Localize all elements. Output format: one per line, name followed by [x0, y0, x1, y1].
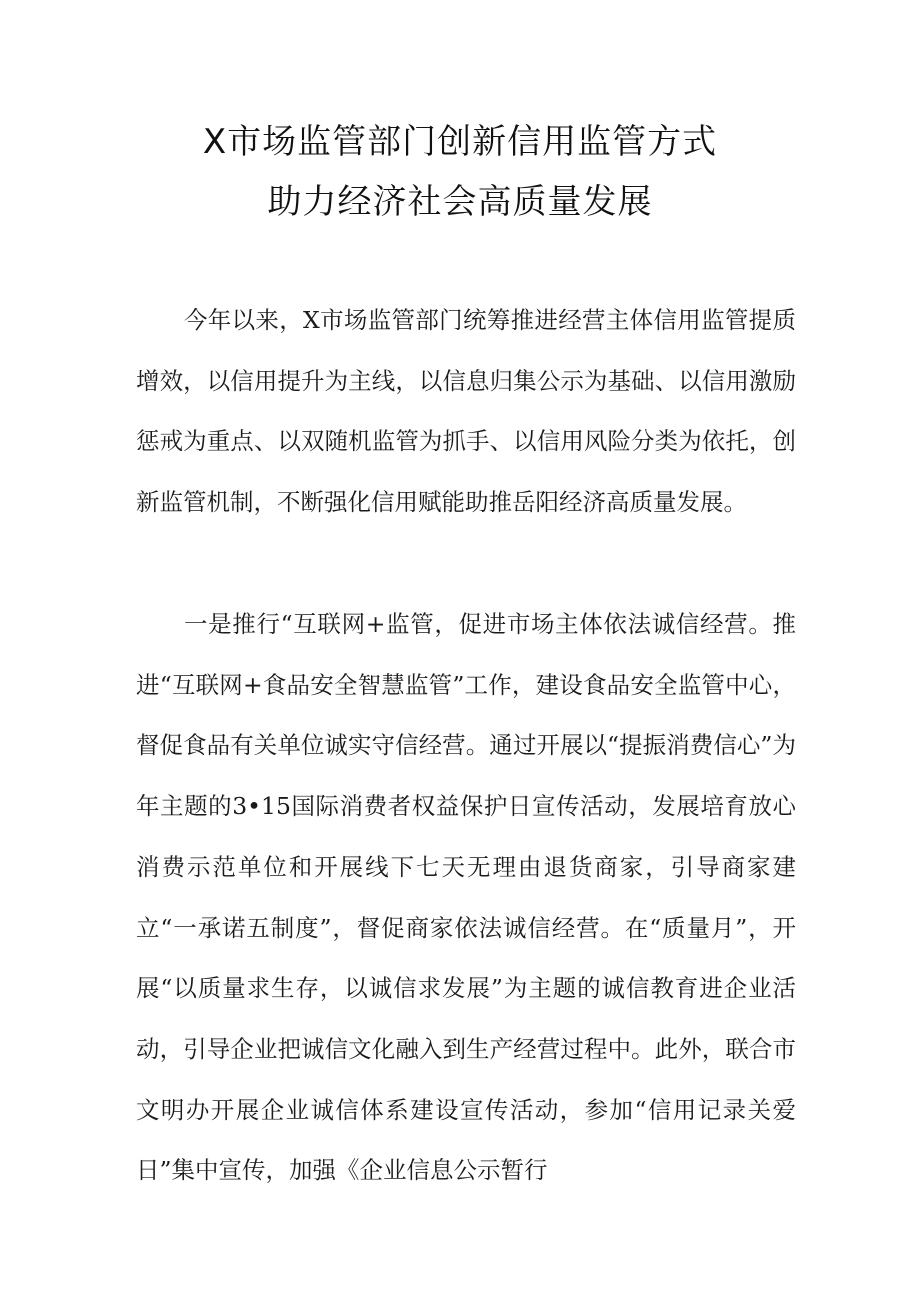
document-title-line-2: 助力经济社会高质量发展 — [267, 182, 653, 222]
body-paragraph-intro: 今年以来，X市场监管部门统筹推进经营主体信用监管提质增效，以信用提升为主线，以信息归集公示为基础、以信用激励惩戒为重点、以双随机监管为抓手、以信用风险分类为依托，创新监管机制，不断强化信用赋能助推岳阳经济高质量发展。 — [136, 306, 796, 517]
document-title-line-1: X市场监管部门创新信用监管方式 — [202, 122, 718, 162]
body-paragraph-section-1: 一是推行“互联网+监管，促进市场主体依法诚信经营。推进“互联网+食品安全智慧监管”工作，建设食品安全监管中心，督促食品有关单位诚实守信经营。通过开展以“提振消费信心”为年主题的3•15国际消费者权益保护日宣传活动，发展培育放心消费示范单位和开展线下七天无理由退货商家，引导商家建立“一承诺五制度”，督促商家依法诚信经营。在“质量月”，开展“以质量求生存，以诚信求发展”为主题的诚信教育进企业活动，引导企业把诚信文化融入到生产经营过程中。此外，联合市文明办开展企业诚信体系建设宣传活动，参加“信用记录关爱日”集中宣传，加强《企业信息公示暂行 — [136, 610, 796, 1185]
